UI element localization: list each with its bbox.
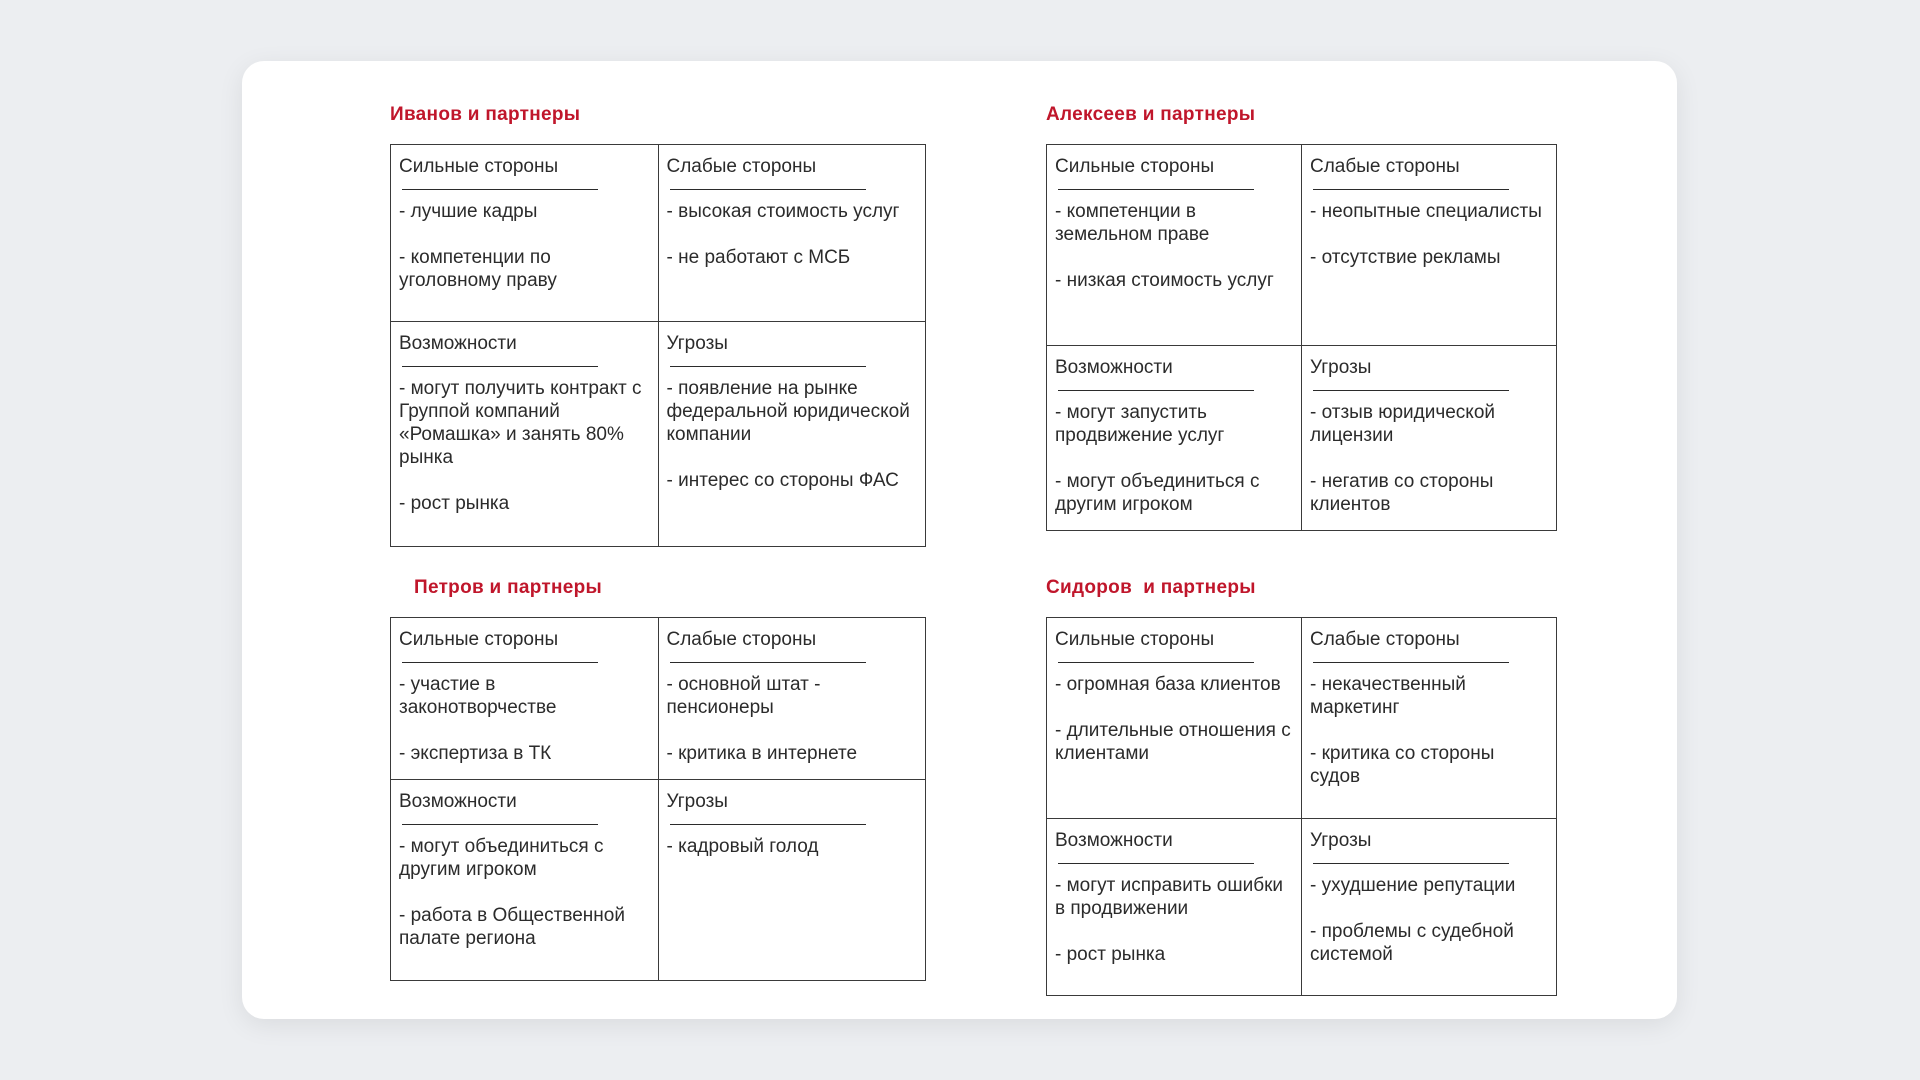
list-item: - рост рынка: [1055, 944, 1166, 965]
weaknesses-cell: [1302, 618, 1557, 819]
company-title: Сидоров и партнеры: [1046, 577, 1256, 598]
list-item: - неопытные специалисты: [1310, 201, 1542, 222]
list-item: - компетенции по уголовному праву: [399, 247, 557, 291]
strengths-heading: Сильные стороны: [399, 629, 559, 650]
list-item: - рост рынка: [399, 493, 510, 514]
swot-table: [1046, 617, 1557, 996]
list-item: - кадровый голод: [666, 836, 819, 857]
opportunities-heading: Возможности: [1055, 830, 1173, 851]
company-title: Иванов и партнеры: [390, 104, 581, 125]
weaknesses-heading: Слабые стороны: [666, 156, 817, 177]
list-item: - критика в интернете: [666, 743, 858, 764]
heading-underline: [1058, 189, 1254, 190]
list-item: - экспертиза в ТК: [399, 743, 552, 764]
list-item: - работа в Общественной палате региона: [399, 905, 625, 949]
weaknesses-heading: Слабые стороны: [1310, 156, 1460, 177]
swot-table: [390, 144, 926, 547]
heading-underline: [670, 824, 866, 825]
strengths-cell: [1047, 145, 1302, 346]
strengths-cell: [391, 618, 659, 780]
list-item: - отсутствие рекламы: [1310, 247, 1501, 268]
threats-heading: Угрозы: [1310, 830, 1372, 851]
heading-underline: [402, 189, 598, 190]
heading-underline: [402, 824, 598, 825]
heading-underline: [670, 189, 866, 190]
list-item: - огромная база клиентов: [1055, 674, 1281, 695]
list-item: - проблемы с судебной системой: [1310, 921, 1514, 965]
opportunities-heading: Возможности: [399, 791, 517, 812]
company-title: Алексеев и партнеры: [1046, 104, 1256, 125]
list-item: - могут получить контракт с Группой компаний «Ромашка» и занять 80% рынка: [399, 378, 642, 468]
strengths-heading: Сильные стороны: [1055, 156, 1215, 177]
threats-heading: Угрозы: [666, 333, 728, 354]
threats-cell: [658, 780, 926, 981]
list-item: - низкая стоимость услуг: [1055, 270, 1274, 291]
threats-heading: Угрозы: [1310, 357, 1372, 378]
heading-underline: [1313, 863, 1509, 864]
threats-heading: Угрозы: [666, 791, 728, 812]
list-item: - ухудшение репутации: [1310, 875, 1516, 896]
swot-table: [1046, 144, 1557, 531]
strengths-heading: Сильные стороны: [1055, 629, 1215, 650]
threats-cell: [658, 322, 926, 547]
heading-underline: [1313, 662, 1509, 663]
heading-underline: [1058, 662, 1254, 663]
list-item: - компетенции в земельном праве: [1055, 201, 1210, 245]
list-item: - основной штат - пенсионеры: [666, 674, 821, 718]
weaknesses-cell: [658, 145, 926, 322]
list-item: - могут запустить продвижение услуг: [1055, 402, 1225, 446]
list-item: - длительные отношения с клиентами: [1055, 720, 1291, 764]
weaknesses-cell: [658, 618, 926, 780]
opportunities-cell: [391, 322, 659, 547]
threats-cell: [1302, 819, 1557, 996]
opportunities-heading: Возможности: [399, 333, 517, 354]
list-item: - участие в законотворчестве: [399, 674, 557, 718]
list-item: - появление на рынке федеральной юридической компании: [666, 378, 910, 445]
weaknesses-cell: [1302, 145, 1557, 346]
heading-underline: [1313, 390, 1509, 391]
weaknesses-heading: Слабые стороны: [1310, 629, 1460, 650]
heading-underline: [1058, 390, 1254, 391]
company-title: Петров и партнеры: [414, 577, 603, 598]
heading-underline: [670, 662, 866, 663]
opportunities-cell: [391, 780, 659, 981]
list-item: - лучшие кадры: [399, 201, 538, 222]
heading-underline: [670, 366, 866, 367]
list-item: - некачественный маркетинг: [1310, 674, 1466, 718]
heading-underline: [1313, 189, 1509, 190]
swot-card: [242, 61, 1677, 1019]
weaknesses-heading: Слабые стороны: [666, 629, 817, 650]
list-item: - высокая стоимость услуг: [666, 201, 900, 222]
heading-underline: [1058, 863, 1254, 864]
list-item: - могут исправить ошибки в продвижении: [1055, 875, 1283, 919]
list-item: - критика со стороны судов: [1310, 743, 1495, 787]
list-item: - могут объединиться с другим игроком: [1055, 471, 1260, 515]
strengths-cell: [391, 145, 659, 322]
opportunities-heading: Возможности: [1055, 357, 1173, 378]
list-item: - отзыв юридической лицензии: [1310, 402, 1495, 446]
strengths-heading: Сильные стороны: [399, 156, 559, 177]
threats-cell: [1302, 346, 1557, 531]
opportunities-cell: [1047, 346, 1302, 531]
list-item: - могут объединиться с другим игроком: [399, 836, 604, 880]
opportunities-cell: [1047, 819, 1302, 996]
list-item: - негатив со стороны клиентов: [1310, 471, 1494, 515]
list-item: - интерес со стороны ФАС: [666, 470, 899, 491]
heading-underline: [402, 366, 598, 367]
list-item: - не работают с МСБ: [666, 247, 851, 268]
strengths-cell: [1047, 618, 1302, 819]
swot-table: [390, 617, 926, 981]
heading-underline: [402, 662, 598, 663]
